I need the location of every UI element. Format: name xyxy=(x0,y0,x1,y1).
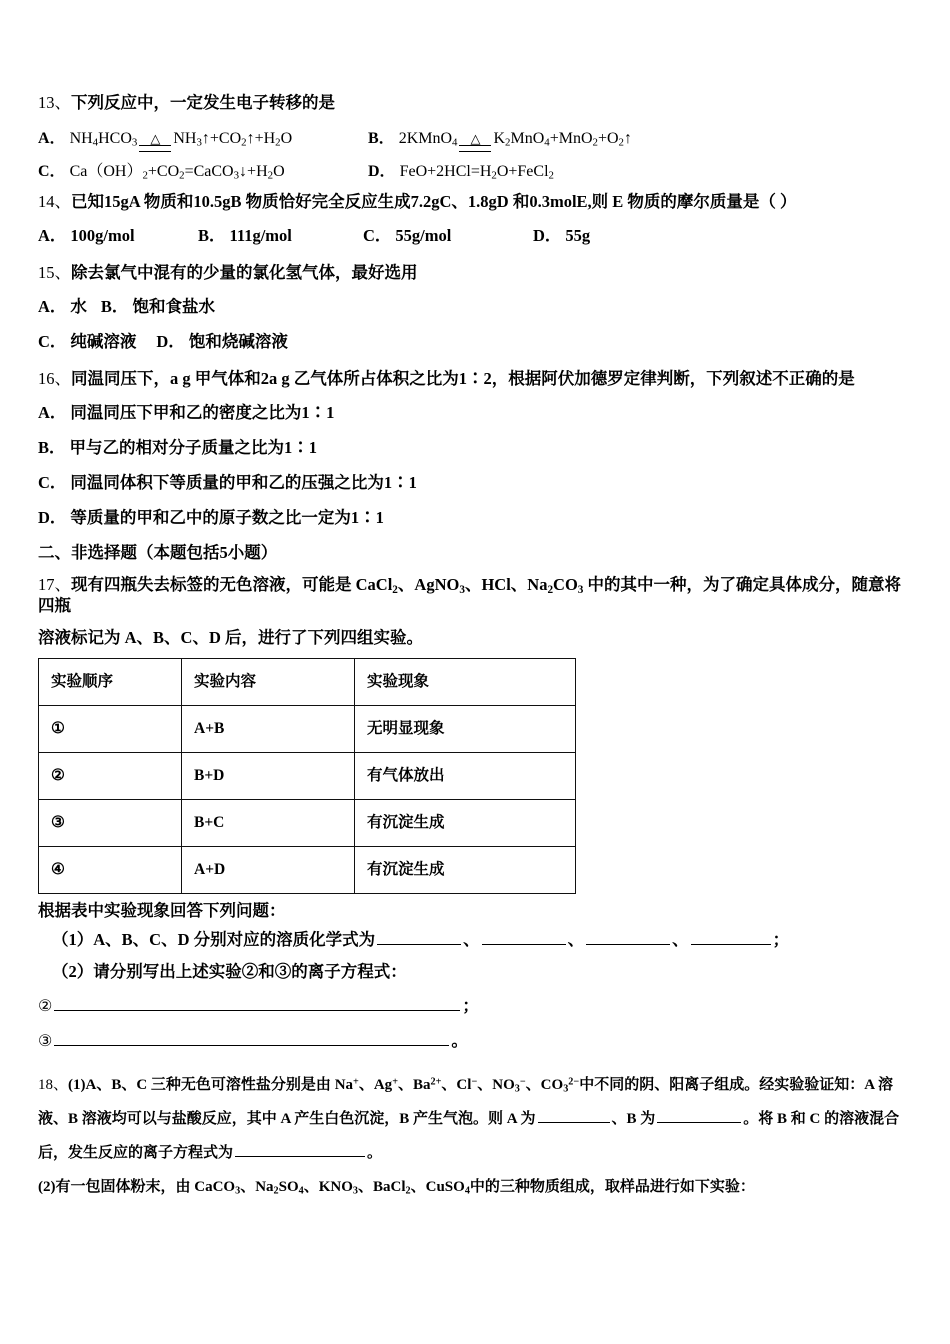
solid-list: CaCO$_3$、$Na_2SO_4$、$KNO_3$、BaCl$_2$、CuSO$_4$ xyxy=(194,1179,470,1197)
option-a-label: A． xyxy=(38,403,67,422)
option-c-label: C． xyxy=(38,473,67,492)
question-14-option-d[interactable] xyxy=(533,225,590,246)
option-c-formula: $Ca(OH)_2+CO_2=CaCO_3↓+H_2O$ xyxy=(69,163,285,182)
question-17 xyxy=(38,574,916,1052)
table-cell-phenomenon: 无明显现象 xyxy=(355,706,576,753)
answer-blank-c[interactable] xyxy=(586,930,670,945)
section-two-heading: 二、非选择题（本题包括5小题） xyxy=(38,543,278,562)
heating-arrow-icon: △ xyxy=(458,133,492,156)
question-16-option-c[interactable] xyxy=(38,472,916,493)
option-a-text: 同温同压下甲和乙的密度之比为1∶1 xyxy=(70,403,335,422)
option-b-label: B． xyxy=(100,297,129,316)
table-cell-content: A+D xyxy=(182,847,355,894)
question-14-options xyxy=(38,225,916,246)
question-14-option-a[interactable] xyxy=(38,225,198,246)
question-17-stem-line-2: 溶液标记为 A、B、C、D 后，进行了下列四组实验。 xyxy=(38,628,424,647)
option-a-label: A． xyxy=(38,297,67,316)
question-15-option-a[interactable] xyxy=(38,296,87,317)
table-cell-content: B+C xyxy=(182,800,355,847)
question-18-line-3-end: 。 xyxy=(367,1145,383,1161)
question-17-blank-line-2 xyxy=(38,995,916,1017)
table-cell-order: ② xyxy=(39,753,182,800)
table-header-cell: 实验内容 xyxy=(182,659,355,706)
question-13-options-row-2 xyxy=(38,158,916,181)
question-14 xyxy=(38,191,916,246)
answer-blank-substance-a[interactable] xyxy=(538,1108,610,1123)
table-cell-phenomenon: 有气体放出 xyxy=(355,753,576,800)
table-row xyxy=(39,753,576,800)
question-17-sub-2: （2）请分别写出上述实验②和③的离子方程式： xyxy=(52,962,407,981)
question-18-number: 18、 xyxy=(38,1077,69,1093)
question-15-option-c[interactable] xyxy=(38,331,136,352)
question-18-line-2 xyxy=(38,1102,916,1136)
question-14-option-c[interactable] xyxy=(363,225,533,246)
question-14-option-b[interactable] xyxy=(198,225,363,246)
question-18-line-3 xyxy=(38,1136,916,1170)
blank-sep: 、 xyxy=(463,930,480,949)
option-c-text: 纯碱溶液 xyxy=(70,332,137,351)
question-13-stem xyxy=(38,92,916,113)
question-18-line-1 xyxy=(38,1068,916,1102)
question-13-number: 13、 xyxy=(38,93,71,112)
question-17-sub-1 xyxy=(38,929,916,950)
question-16-option-b[interactable] xyxy=(38,437,916,458)
blank-line-2-end: ； xyxy=(462,996,479,1015)
question-15-option-b[interactable] xyxy=(101,296,215,317)
question-13-option-c[interactable] xyxy=(38,158,368,181)
question-18-part-1-label: (1) xyxy=(68,1077,86,1093)
question-18-line-2-text-b: 、B 为 xyxy=(611,1111,656,1127)
question-13 xyxy=(38,92,916,181)
option-d-text: 55g xyxy=(565,226,591,245)
blank-line-2-label: ② xyxy=(38,998,53,1015)
table-cell-phenomenon: 有沉淀生成 xyxy=(355,800,576,847)
question-16 xyxy=(38,368,916,528)
table-cell-order: ③ xyxy=(39,800,182,847)
option-b-text: 饱和食盐水 xyxy=(132,297,215,316)
option-a-label: A． xyxy=(38,226,67,245)
option-c-text: 同温同体积下等质量的甲和乙的压强之比为1∶1 xyxy=(70,473,417,492)
option-d-text: 等质量的甲和乙中的原子数之比一定为1∶1 xyxy=(70,508,384,527)
table-row xyxy=(39,800,576,847)
table-cell-content: A+B xyxy=(182,706,355,753)
question-16-number: 16、 xyxy=(38,369,71,388)
question-16-stem-text: 同温同压下，a g 甲气体和2a g 乙气体所占体积之比为1∶2，根据阿伏加德罗定律判断，下列叙述不正确的是 xyxy=(71,369,855,388)
option-a-text: 100g/mol xyxy=(70,226,135,245)
option-d-label: D． xyxy=(156,332,185,351)
blank-line-3-label: ③ xyxy=(38,1033,53,1050)
question-17-stem-text-1: 现有四瓶失去标签的无色溶液，可能是 CaCl$_2$、AgNO$_3$、HCl、$Na_2CO_3$ 中的其中一种，为了确定具体成分，随意将四瓶 xyxy=(38,575,902,615)
sub-1-end: ； xyxy=(772,930,790,949)
option-c-label: C． xyxy=(38,332,67,351)
table-cell-content: B+D xyxy=(182,753,355,800)
question-15-option-d[interactable] xyxy=(156,331,287,352)
answer-blank-b[interactable] xyxy=(482,930,566,945)
answer-blank-substance-b[interactable] xyxy=(657,1108,741,1123)
option-c-label: C． xyxy=(363,226,392,245)
question-18-line-2-text-a: 液、B 溶液均可以与盐酸反应，其中 A 产生白色沉淀，B 产生气泡。则 A 为 xyxy=(38,1111,536,1127)
question-14-number: 14、 xyxy=(38,192,71,211)
option-b-formula: 2KMnO$_4$ △ $K_2MnO_4+MnO_2+O_2↑$ xyxy=(399,130,632,147)
question-16-option-a[interactable] xyxy=(38,402,916,423)
option-c-label: C． xyxy=(38,163,66,180)
question-15-options-row-2 xyxy=(38,331,916,352)
question-17-number: 17、 xyxy=(38,575,71,594)
table-header-cell: 实验顺序 xyxy=(39,659,182,706)
answer-blank-d[interactable] xyxy=(691,930,771,945)
table-cell-order: ① xyxy=(39,706,182,753)
option-b-label: B． xyxy=(38,438,66,457)
option-a-text: 水 xyxy=(70,297,87,316)
question-18-line-1-text-b: 中不同的阴、阳离子组成。经实验验证知：A 溶 xyxy=(579,1077,893,1093)
question-18-part-2-label: (2) xyxy=(38,1179,56,1195)
table-row xyxy=(39,706,576,753)
answer-blank-eq2[interactable] xyxy=(54,996,460,1011)
table-row xyxy=(39,847,576,894)
ion-list: Na+、Ag+、$Ba^{2+}$、Cl−、$NO_3^-$、$CO_3^{2-}$ xyxy=(334,1076,580,1095)
table-cell-phenomenon: 有沉淀生成 xyxy=(355,847,576,894)
question-17-blank-line-3 xyxy=(38,1030,916,1052)
answer-blank-ionic-equation[interactable] xyxy=(235,1142,365,1157)
option-b-text: 甲与乙的相对分子质量之比为1∶1 xyxy=(69,438,318,457)
heating-arrow-icon: △ xyxy=(138,133,172,156)
option-d-formula: $FeO+2HCl=H_2O+FeCl_2$ xyxy=(399,163,554,182)
table-header-cell: 实验现象 xyxy=(355,659,576,706)
sub-1-prefix: （1）A、B、C、D 分别对应的溶质化学式为 xyxy=(52,930,376,949)
question-15-stem xyxy=(38,262,916,283)
question-18-line-1-text-a: A、B、C 三种无色可溶性盐分别是由 xyxy=(85,1077,331,1093)
question-16-stem xyxy=(38,368,916,389)
question-13-option-d[interactable] xyxy=(368,158,554,181)
question-15-options-row-1 xyxy=(38,296,916,317)
question-18 xyxy=(38,1068,916,1204)
question-13-option-a[interactable] xyxy=(38,125,368,156)
option-b-label: B． xyxy=(368,130,395,147)
question-18-line-3-text-a: 后，发生反应的离子方程式为 xyxy=(38,1145,234,1161)
table-cell-order: ④ xyxy=(39,847,182,894)
answer-blank-a[interactable] xyxy=(377,930,461,945)
option-b-label: B． xyxy=(198,226,226,245)
question-17-stem-line-1 xyxy=(38,574,916,616)
question-15 xyxy=(38,262,916,352)
question-14-stem xyxy=(38,191,916,212)
option-d-label: D． xyxy=(533,226,562,245)
question-13-option-b[interactable] xyxy=(368,125,632,156)
question-18-line-2-text-c: 。将 B 和 C 的溶液混合 xyxy=(743,1111,900,1127)
question-18-line-4 xyxy=(38,1170,916,1204)
question-17-answer-prompt: 根据表中实验现象回答下列问题： xyxy=(38,901,286,920)
option-d-label: D． xyxy=(38,508,67,527)
blank-sep: 、 xyxy=(672,930,689,949)
question-13-stem-text: 下列反应中，一定发生电子转移的是 xyxy=(71,93,335,112)
question-15-number: 15、 xyxy=(38,263,71,282)
option-b-text: 111g/mol xyxy=(229,226,292,245)
page-content xyxy=(38,92,916,1204)
option-d-text: 饱和烧碱溶液 xyxy=(188,332,288,351)
option-d-label: D． xyxy=(368,163,396,180)
question-15-stem-text: 除去氯气中混有的少量的氯化氢气体，最好选用 xyxy=(71,263,418,282)
question-18-part-2-text-a: 有一包固体粉末，由 xyxy=(55,1179,191,1195)
question-14-stem-text: 已知15gA 物质和10.5gB 物质恰好完全反应生成7.2gC、1.8gD 和0.3molE,则 E 物质的摩尔质量是（ ） xyxy=(71,192,797,211)
option-a-formula: $NH_4HCO_3$ △ $NH_3↑+CO_2↑+H_2O$ xyxy=(70,130,293,147)
option-a-label: A． xyxy=(38,130,66,147)
table-header-row xyxy=(39,659,576,706)
question-16-option-d[interactable] xyxy=(38,507,916,528)
blank-line-3-end: 。 xyxy=(451,1031,468,1050)
question-18-part-2-text-b: 中的三种物质组成，取样品进行如下实验： xyxy=(469,1179,755,1195)
blank-sep: 、 xyxy=(567,930,585,949)
option-c-text: 55g/mol xyxy=(395,226,452,245)
question-13-options-row-1 xyxy=(38,125,916,156)
answer-blank-eq3[interactable] xyxy=(54,1031,449,1046)
experiment-table xyxy=(38,658,576,894)
